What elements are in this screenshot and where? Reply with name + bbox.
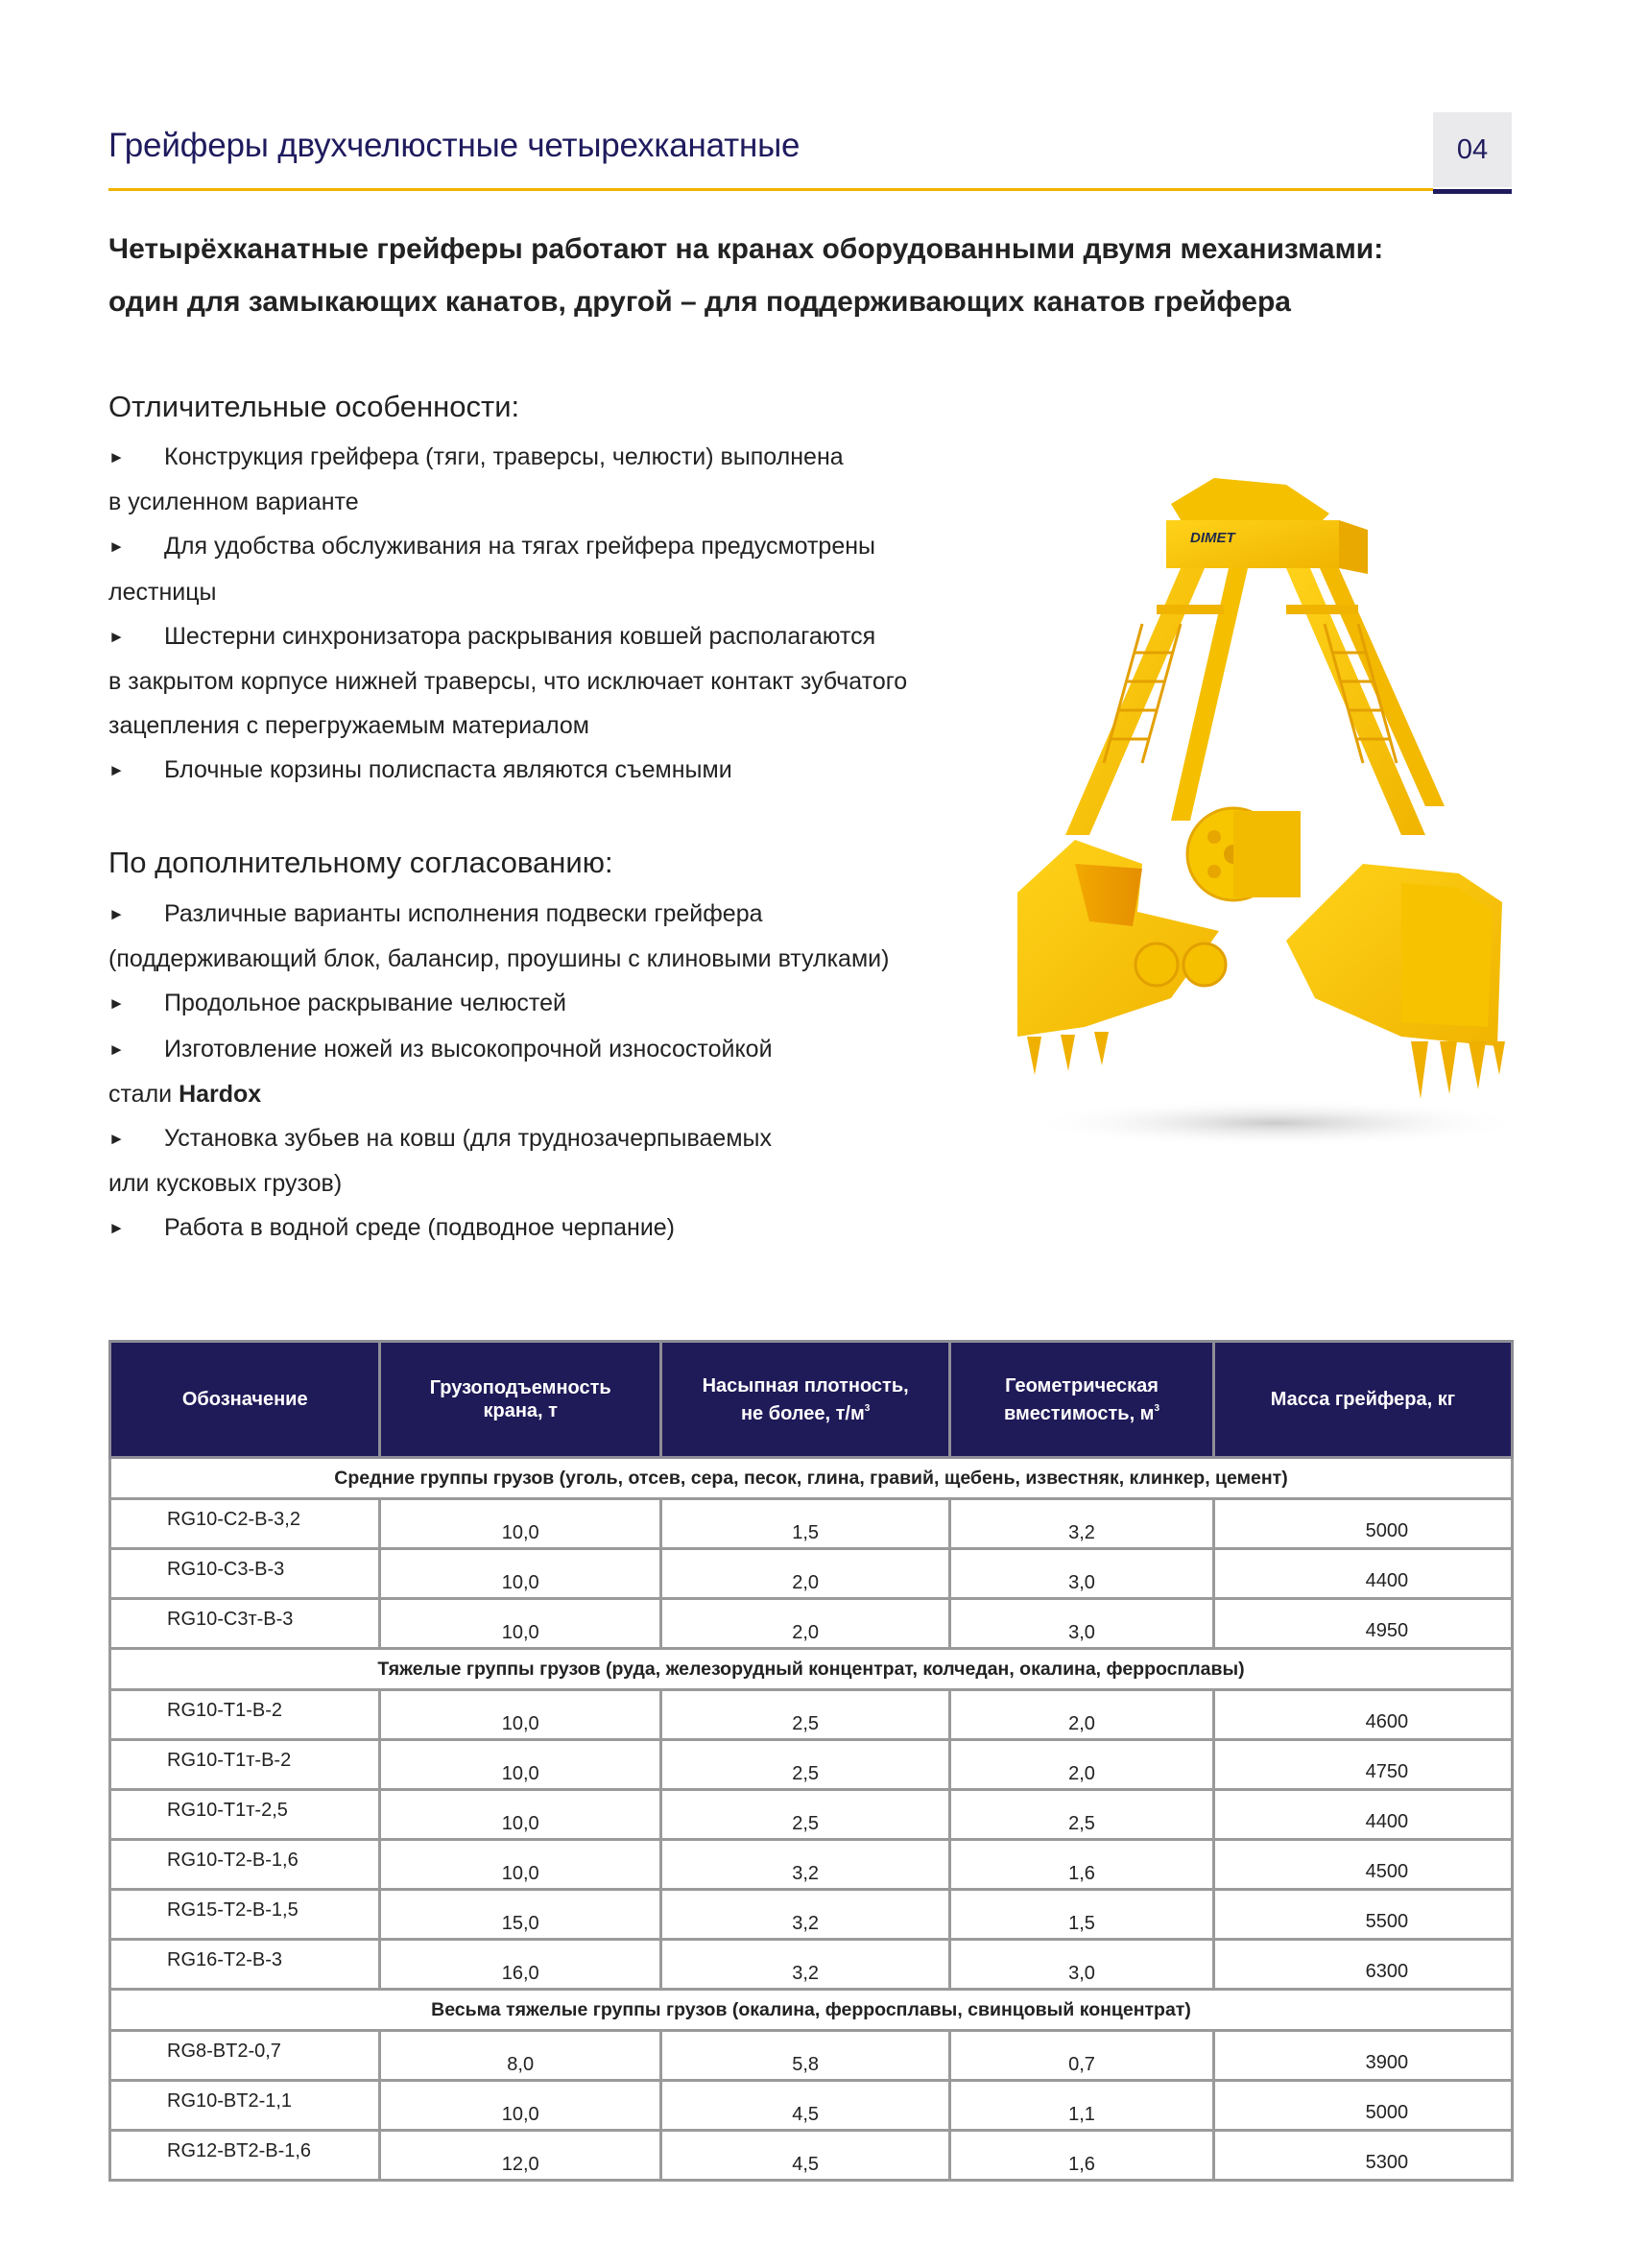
cell-crane-capacity: 8,0 bbox=[380, 2031, 661, 2081]
table-row bbox=[110, 1840, 1513, 1890]
cell-grab-mass: 4750 bbox=[1213, 1740, 1512, 1790]
cell-grab-mass: 4500 bbox=[1213, 1840, 1512, 1890]
cell-geometric-capacity: 3,0 bbox=[950, 1549, 1214, 1599]
shadow bbox=[1027, 1099, 1526, 1147]
cell-bulk-density: 1,5 bbox=[661, 1499, 950, 1549]
triangle-right-icon: ► bbox=[108, 905, 125, 923]
header-designation: Обозначение bbox=[110, 1342, 380, 1458]
header-crane-capacity: Грузоподъемность крана, т bbox=[380, 1342, 661, 1458]
bullet-continuation bbox=[108, 659, 1030, 704]
cell-geometric-capacity: 3,0 bbox=[950, 1599, 1214, 1649]
table-row bbox=[110, 2031, 1513, 2081]
bullet-text: Продольное раскрывание челюстей bbox=[164, 990, 566, 1017]
cell-crane-capacity: 10,0 bbox=[380, 1690, 661, 1740]
cell-bulk-density: 5,8 bbox=[661, 2031, 950, 2081]
cell-crane-capacity: 10,0 bbox=[380, 1740, 661, 1790]
bullet-continuation bbox=[108, 937, 1030, 981]
table-row bbox=[110, 1940, 1513, 1990]
intro-text bbox=[108, 223, 1548, 328]
bullet-text: или кусковых грузов) bbox=[108, 1170, 343, 1198]
bullet-item bbox=[108, 435, 1030, 480]
group-row bbox=[110, 1458, 1513, 1499]
triangle-right-icon: ► bbox=[108, 1130, 125, 1149]
cell-grab-mass: 5000 bbox=[1213, 2081, 1512, 2131]
cell-designation: RG10-C3т-B-3 bbox=[110, 1599, 380, 1649]
bullet-text: Различные варианты исполнения подвески грейфера bbox=[164, 900, 763, 927]
header-grab-mass: Масса грейфера, кг bbox=[1213, 1342, 1512, 1458]
triangle-right-icon: ► bbox=[108, 627, 125, 646]
cell-crane-capacity: 10,0 bbox=[380, 1499, 661, 1549]
cell-bulk-density: 2,5 bbox=[661, 1790, 950, 1840]
table-header-row bbox=[110, 1342, 1513, 1458]
cell-bulk-density: 2,0 bbox=[661, 1549, 950, 1599]
bullet-text: Конструкция грейфера (тяги, траверсы, челюсти) выполнена bbox=[164, 443, 844, 470]
cell-designation: RG12-BT2-B-1,6 bbox=[110, 2131, 380, 2181]
table-row bbox=[110, 2081, 1513, 2131]
cell-designation: RG16-T2-B-3 bbox=[110, 1940, 380, 1990]
bullet-text: в усиленном варианте bbox=[108, 489, 359, 516]
cell-bulk-density: 2,5 bbox=[661, 1740, 950, 1790]
header-geometric-capacity: Геометрическая вместимость, $м^3$ bbox=[950, 1342, 1214, 1458]
group-title: Тяжелые группы грузов (руда, железорудный концентрат, колчедан, окалина, ферросплавы) bbox=[110, 1649, 1513, 1690]
cell-designation: RG10-T1т-2,5 bbox=[110, 1790, 380, 1840]
cell-geometric-capacity: 1,1 bbox=[950, 2081, 1214, 2131]
cell-crane-capacity: 10,0 bbox=[380, 2081, 661, 2131]
cell-bulk-density: 3,2 bbox=[661, 1890, 950, 1940]
cell-bulk-density: 4,5 bbox=[661, 2131, 950, 2181]
triangle-right-icon: ► bbox=[108, 1219, 125, 1238]
page-title: Грейферы двухчелюстные четырехканатные bbox=[108, 127, 801, 164]
cell-crane-capacity: 10,0 bbox=[380, 1840, 661, 1890]
page-number-underline bbox=[1433, 189, 1512, 194]
bullet-item bbox=[108, 1027, 1030, 1072]
cell-grab-mass: 4600 bbox=[1213, 1690, 1512, 1740]
cell-designation: RG10-C3-B-3 bbox=[110, 1549, 380, 1599]
table-row bbox=[110, 1599, 1513, 1649]
table-row bbox=[110, 1890, 1513, 1940]
cell-geometric-capacity: 3,2 bbox=[950, 1499, 1214, 1549]
options-list bbox=[108, 892, 1030, 1252]
cell-geometric-capacity: 1,5 bbox=[950, 1890, 1214, 1940]
table-row bbox=[110, 1549, 1513, 1599]
teeth-right bbox=[1411, 1041, 1505, 1099]
bullet-text: (поддерживающий блок, балансир, проушины с клиновыми втулками) bbox=[108, 945, 890, 973]
page-number-box bbox=[1433, 112, 1512, 187]
cell-bulk-density: 2,5 bbox=[661, 1690, 950, 1740]
triangle-right-icon: ► bbox=[108, 537, 125, 557]
cell-crane-capacity: 12,0 bbox=[380, 2131, 661, 2181]
bullet-text: зацепления с перегружаемым материалом bbox=[108, 712, 589, 740]
bullet-item bbox=[108, 614, 1030, 659]
grab-product-image bbox=[998, 461, 1536, 1152]
bullet-item bbox=[108, 981, 1030, 1026]
bullet-text: Шестерни синхронизатора раскрывания ковшей располагаются bbox=[164, 622, 876, 650]
group-row bbox=[110, 1649, 1513, 1690]
cell-geometric-capacity: 2,0 bbox=[950, 1740, 1214, 1790]
bullet-continuation bbox=[108, 1161, 1030, 1206]
page-number: 04 bbox=[1456, 133, 1489, 165]
cell-crane-capacity: 15,0 bbox=[380, 1890, 661, 1940]
brand-label: DIMET bbox=[1190, 530, 1235, 546]
cell-geometric-capacity: 0,7 bbox=[950, 2031, 1214, 2081]
bullet-text: Для удобства обслуживания на тягах грейфера предусмотрены bbox=[164, 533, 876, 561]
bullet-text: Работа в водной среде (подводное черпание) bbox=[164, 1214, 676, 1242]
triangle-right-icon: ► bbox=[108, 448, 125, 466]
cell-designation: RG10-BT2-1,1 bbox=[110, 2081, 380, 2131]
bullet-continuation bbox=[108, 570, 1030, 614]
group-row bbox=[110, 1990, 1513, 2031]
triangle-right-icon: ► bbox=[108, 1039, 125, 1059]
cell-geometric-capacity: 3,0 bbox=[950, 1940, 1214, 1990]
cell-grab-mass: 4400 bbox=[1213, 1790, 1512, 1840]
cell-grab-mass: 6300 bbox=[1213, 1940, 1512, 1990]
table-row bbox=[110, 1690, 1513, 1740]
cell-crane-capacity: 10,0 bbox=[380, 1549, 661, 1599]
cell-crane-capacity: 10,0 bbox=[380, 1790, 661, 1840]
cell-geometric-capacity: 1,6 bbox=[950, 2131, 1214, 2181]
cell-bulk-density: 2,0 bbox=[661, 1599, 950, 1649]
hinge-pin bbox=[1135, 943, 1178, 986]
cell-crane-capacity: 10,0 bbox=[380, 1599, 661, 1649]
table-row bbox=[110, 1790, 1513, 1840]
bullet-text: лестницы bbox=[108, 578, 217, 606]
title-underline bbox=[108, 188, 1433, 191]
cell-grab-mass: 4400 bbox=[1213, 1549, 1512, 1599]
cell-bulk-density: 3,2 bbox=[661, 1940, 950, 1990]
spec-table bbox=[108, 1340, 1514, 2182]
bullet-item bbox=[108, 1116, 1030, 1161]
triangle-right-icon: ► bbox=[108, 761, 125, 780]
cell-geometric-capacity: 2,5 bbox=[950, 1790, 1214, 1840]
intro-line: Четырёхканатные грейферы работают на кранах оборудованными двумя механизмами: bbox=[108, 233, 1384, 265]
bullet-text: в закрытом корпусе нижней траверсы, что исключает контакт зубчатого bbox=[108, 668, 908, 696]
cell-designation: RG10-T1т-B-2 bbox=[110, 1740, 380, 1790]
cell-grab-mass: 3900 bbox=[1213, 2031, 1512, 2081]
bullet-text: Установка зубьев на ковш (для труднозачерпываемых bbox=[164, 1125, 772, 1153]
bullet-continuation bbox=[108, 480, 1030, 524]
bullet-text: Блочные корзины полиспаста являются съемными bbox=[164, 756, 732, 784]
features-list bbox=[108, 435, 1030, 794]
table-row bbox=[110, 2131, 1513, 2181]
table-row bbox=[110, 1499, 1513, 1549]
bullet-text: стали bbox=[108, 1080, 179, 1108]
cell-bulk-density: 3,2 bbox=[661, 1840, 950, 1890]
cell-crane-capacity: 16,0 bbox=[380, 1940, 661, 1990]
cell-grab-mass: 4950 bbox=[1213, 1599, 1512, 1649]
group-title: Весьма тяжелые группы грузов (окалина, ферросплавы, свинцовый концентрат) bbox=[110, 1990, 1513, 2031]
header-bulk-density: Насыпная плотность, не более, $т/м^3$ bbox=[661, 1342, 950, 1458]
teeth-left bbox=[1027, 1032, 1109, 1075]
cell-designation: RG15-T2-B-1,5 bbox=[110, 1890, 380, 1940]
bold-text: Hardox bbox=[179, 1080, 262, 1108]
cell-designation: RG8-BT2-0,7 bbox=[110, 2031, 380, 2081]
cell-designation: RG10-T1-B-2 bbox=[110, 1690, 380, 1740]
bullet-text: Изготовление ножей из высокопрочной износостойкой bbox=[164, 1035, 773, 1062]
cell-grab-mass: 5500 bbox=[1213, 1890, 1512, 1940]
intro-line: один для замыкающих канатов, другой – для поддерживающих канатов грейфера bbox=[108, 286, 1291, 318]
cell-designation: RG10-T2-B-1,6 bbox=[110, 1840, 380, 1890]
bullet-item bbox=[108, 1206, 1030, 1251]
bullet-item bbox=[108, 524, 1030, 569]
cell-designation: RG10-C2-B-3,2 bbox=[110, 1499, 380, 1549]
triangle-right-icon: ► bbox=[108, 994, 125, 1014]
bullet-continuation bbox=[108, 704, 1030, 748]
cell-bulk-density: 4,5 bbox=[661, 2081, 950, 2131]
group-title: Средние группы грузов (уголь, отсев, сера, песок, глина, гравий, щебень, известняк, клинкер, цемент) bbox=[110, 1458, 1513, 1499]
bullet-item bbox=[108, 748, 1030, 793]
bullet-continuation bbox=[108, 1072, 1030, 1116]
table-row bbox=[110, 1740, 1513, 1790]
cell-grab-mass: 5000 bbox=[1213, 1499, 1512, 1549]
cell-grab-mass: 5300 bbox=[1213, 2131, 1512, 2181]
options-heading: По дополнительному согласованию: bbox=[108, 846, 613, 879]
bullet-item bbox=[108, 892, 1030, 937]
cell-geometric-capacity: 2,0 bbox=[950, 1690, 1214, 1740]
features-heading: Отличительные особенности: bbox=[108, 390, 520, 423]
cell-geometric-capacity: 1,6 bbox=[950, 1840, 1214, 1890]
